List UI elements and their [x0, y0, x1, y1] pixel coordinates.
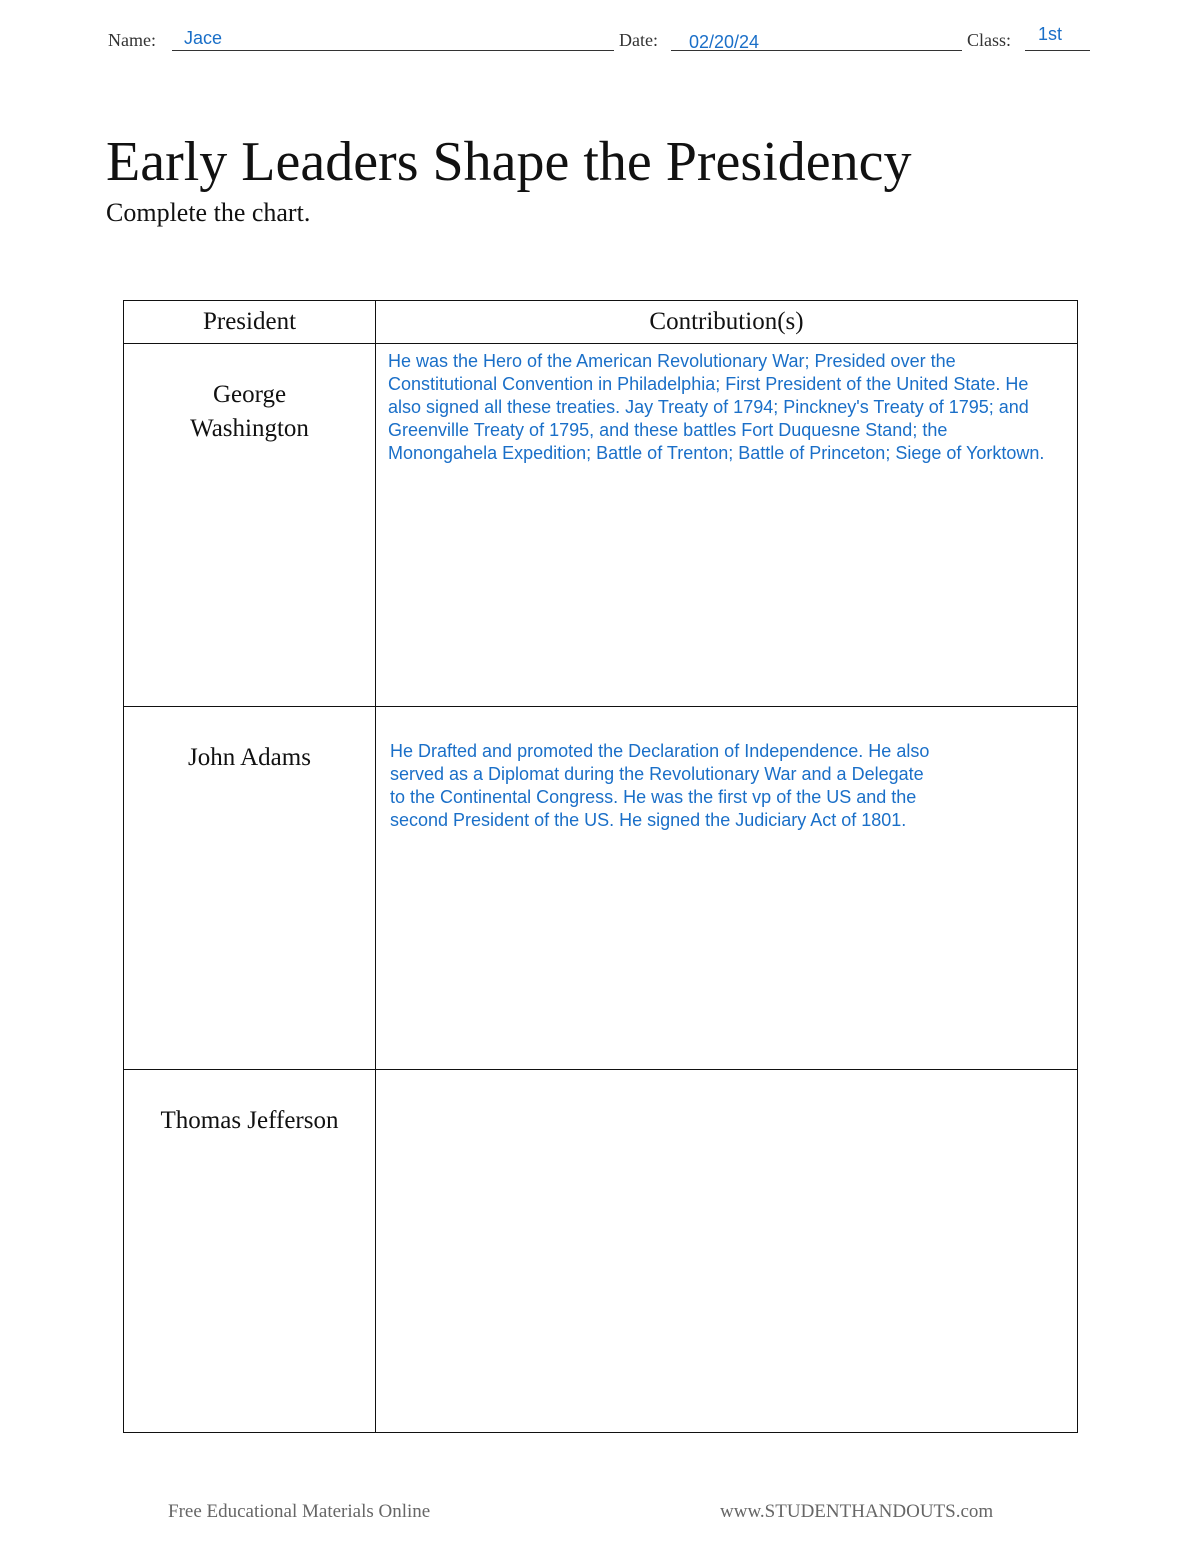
name-underline — [172, 50, 614, 51]
president-cell — [124, 1070, 376, 1433]
president-cell — [124, 707, 376, 1070]
contribution-text[interactable]: He was the Hero of the American Revolutionary War; Presided over the Constitutional Convention in Philadelphia; First President of the United State. He also signed all these treaties. Jay Treaty of 1794; Pinckney's Treaty of 1795; and Greenville Treaty of 1795, and these battles Fort Duquesne Stand; the Monongahela Expedition; Battle of Trenton; Battle of Princeton; Siege of Yorktown. — [388, 351, 1045, 463]
president-name: Thomas Jefferson — [160, 1107, 339, 1134]
date-field[interactable]: 02/20/24 — [689, 32, 760, 52]
page-title: Early Leaders Shape the Presidency — [106, 131, 912, 193]
date-label: Date: — [619, 30, 658, 50]
table-row-adams — [124, 707, 1078, 1070]
contribution-cell[interactable] — [376, 1070, 1078, 1433]
contribution-text[interactable]: He Drafted and promoted the Declaration of Independence. He also served as a Diplomat during the Revolutionary War and a Delegate to the Continental Congress. He was the first vp of the US and the second President of the US. He signed the Judiciary Act of 1801. — [390, 741, 930, 830]
table-row-washington — [124, 344, 1078, 707]
name-field[interactable]: Jace — [184, 28, 223, 48]
class-label: Class: — [967, 30, 1012, 50]
president-cell — [124, 344, 376, 707]
name-label: Name: — [108, 30, 156, 50]
footer-website-link[interactable]: www.STUDENTHANDOUTS.com — [720, 1501, 994, 1522]
table-row-jefferson — [124, 1070, 1078, 1433]
contribution-cell[interactable] — [376, 707, 1078, 1070]
presidents-chart — [123, 300, 1078, 1433]
class-underline — [1025, 50, 1090, 51]
contribution-text[interactable] — [376, 1070, 1077, 1076]
page-subtitle: Complete the chart. — [106, 198, 311, 227]
column-header-contributions: Contribution(s) — [376, 301, 1078, 344]
president-name: George Washington — [190, 381, 309, 442]
chart-header-row — [124, 301, 1078, 344]
president-name: John Adams — [188, 744, 311, 771]
column-header-president: President — [124, 301, 376, 344]
class-field[interactable]: 1st — [1038, 24, 1063, 44]
footer-left: Free Educational Materials Online — [168, 1501, 431, 1522]
contribution-cell[interactable] — [376, 344, 1078, 707]
